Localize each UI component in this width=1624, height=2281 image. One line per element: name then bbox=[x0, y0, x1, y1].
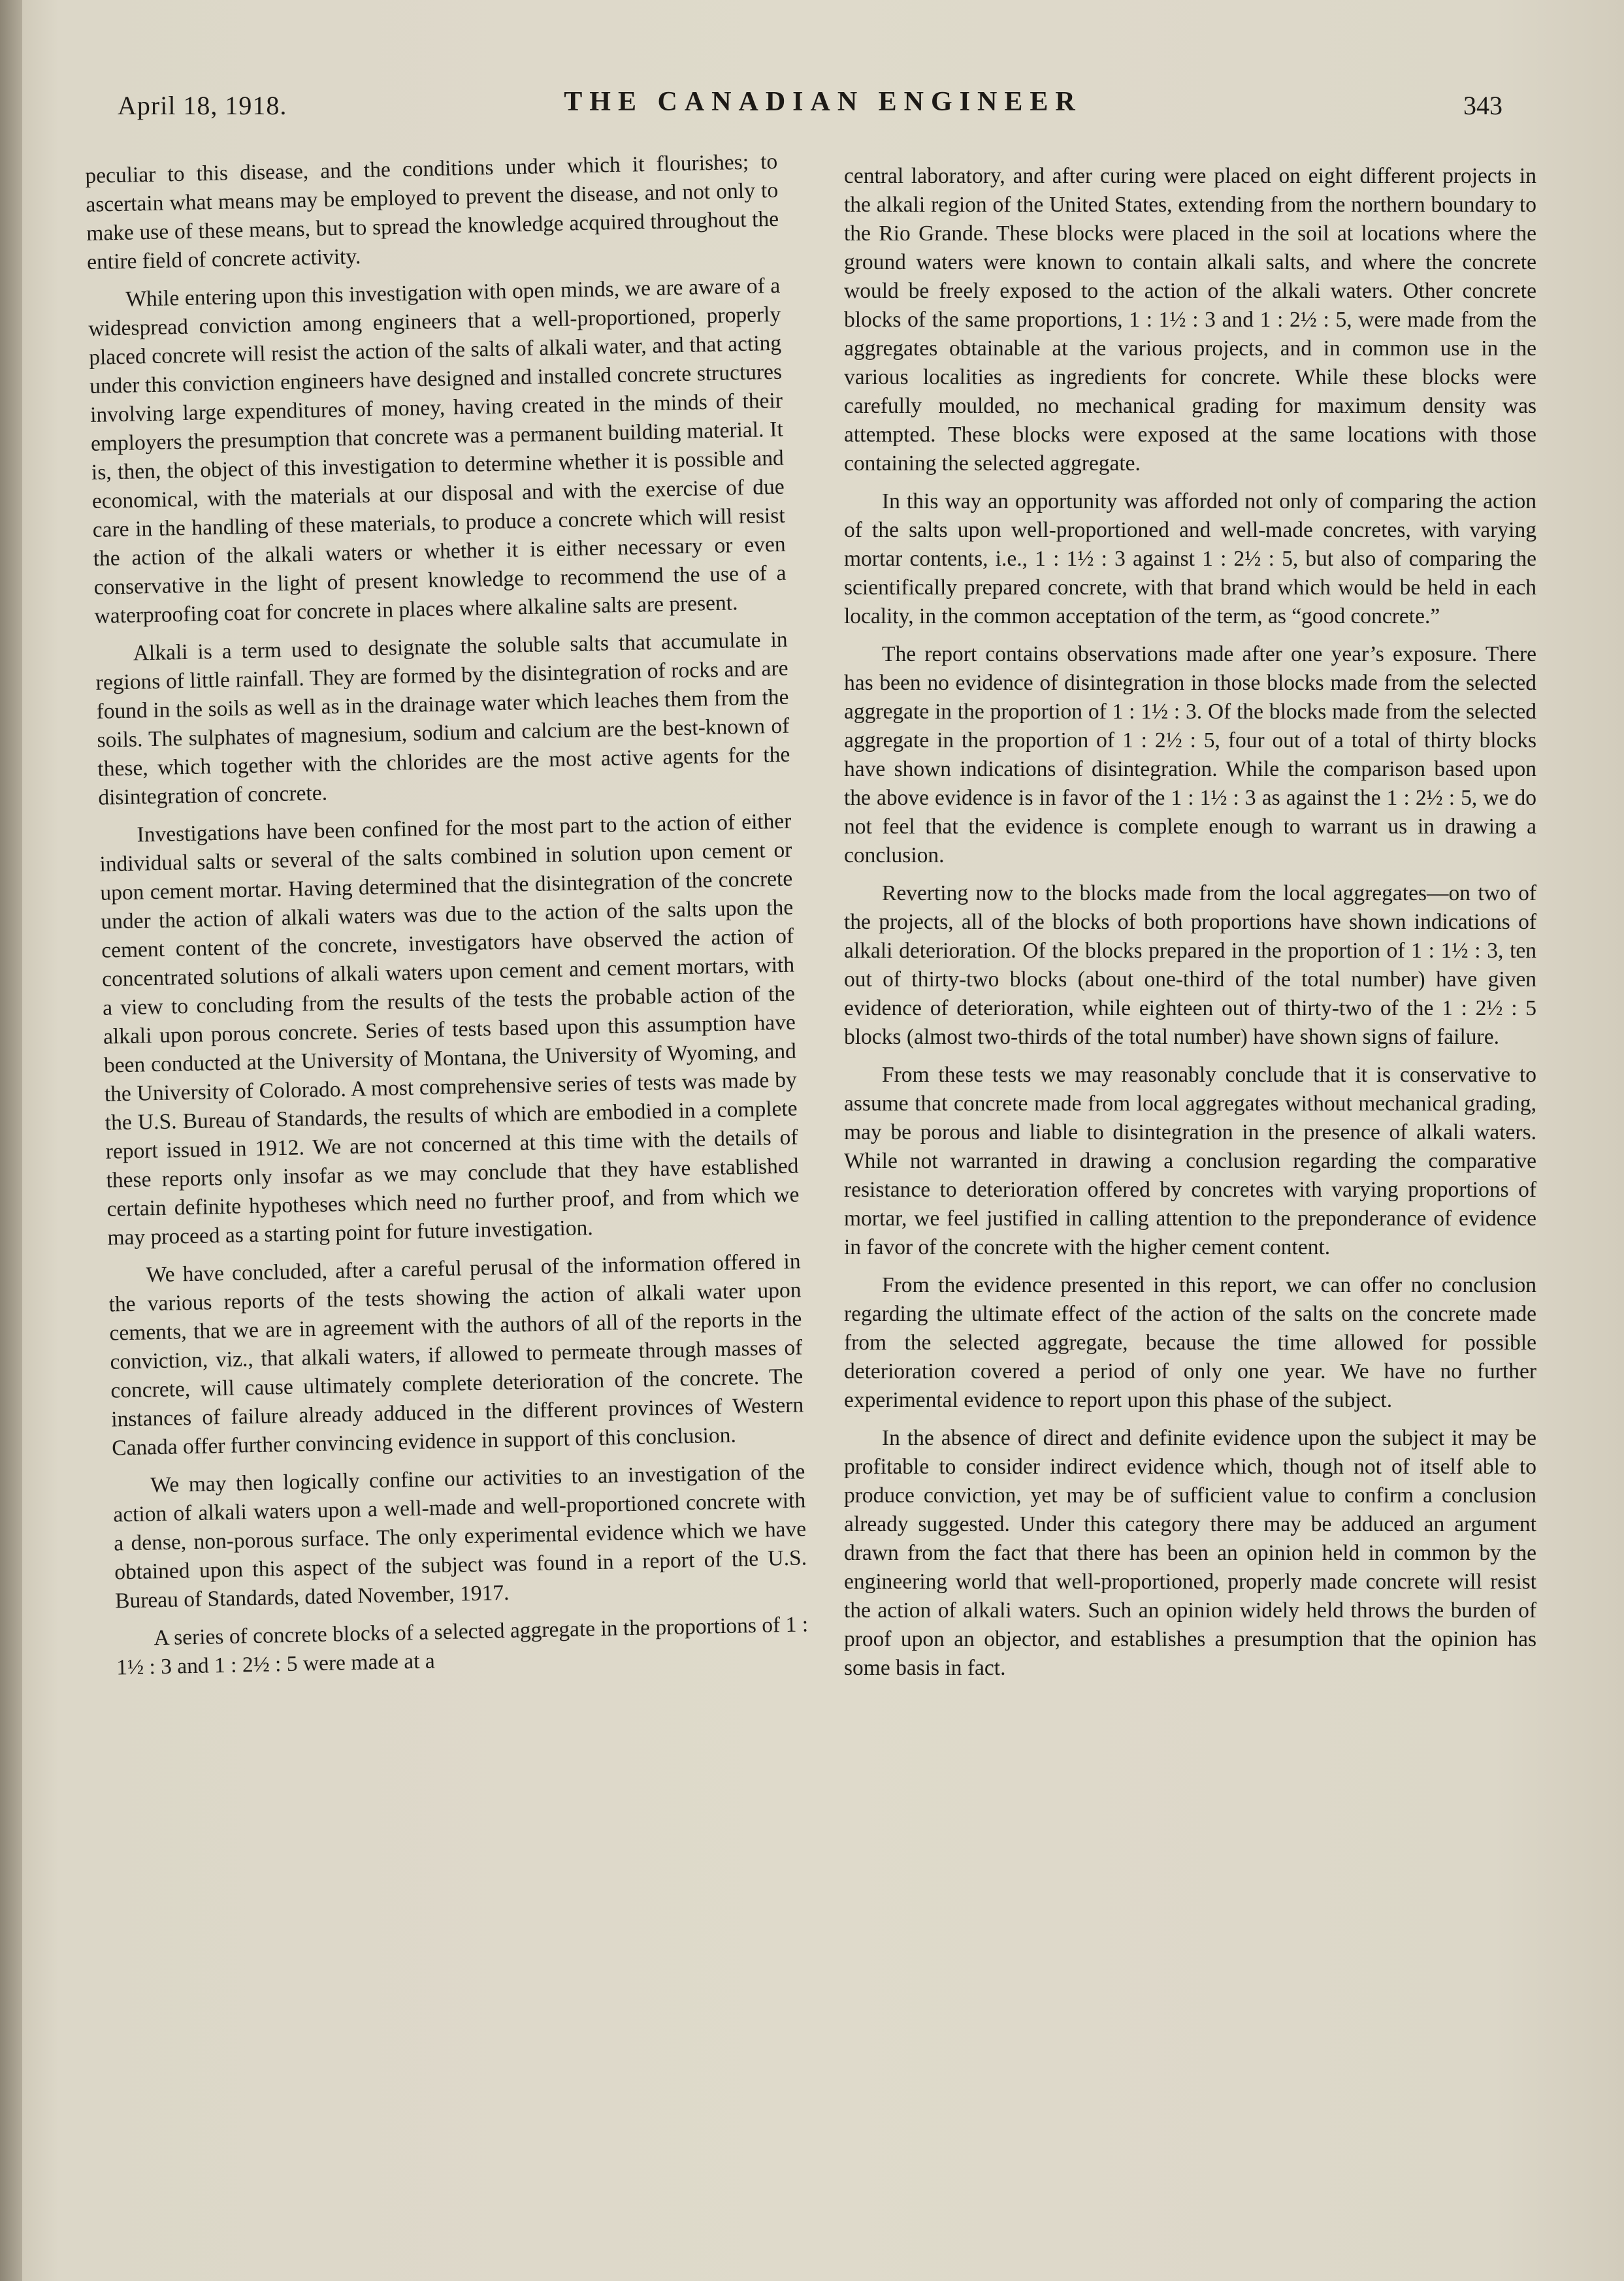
paragraph: central laboratory, and after curing were placed on eight different projects in the alkali region of the United States, extending from the northern boundary to the Rio Grande. These blocks were placed in the soil at locations where the ground waters were known to contain alkali salts, and where the concrete would be freely exposed to the action of the alkali waters. Other concrete blocks of the same proportions, 1 : 1½ : 3 and 1 : 2½ : 5, were made from the aggregates obtainable at the various projects, and in common use in the various localities as ingredients for concrete. While these blocks were carefully moulded, no mechanical grading for maximum density was attempted. These blocks were exposed at the same locations with those containing the selected aggregate. bbox=[844, 164, 1536, 476]
paragraph: In the absence of direct and definite evidence upon the subject it may be profitable to consider indirect evidence which, though not of itself able to produce conviction, yet may be of sufficient value to confirm a conclusion already suggested. Under this category there may be adduced an argument drawn from the fact that there has been an opinion held in common by the engineering world that well-proportioned, properly made concrete will resist the action of alkali waters. Such an opinion widely held throws the burden of proof upon an objector, and establishes a presumption that the opinion has some basis in fact. bbox=[844, 1426, 1536, 1680]
paragraph: From the evidence presented in this report, we can offer no conclusion regarding the ultimate effect of the action of the salts on the concrete made from the selected aggregate, because the time allowed for possible deterioration covered a period of only one year. We have no further experimental evidence to report upon this phase of the subject. bbox=[844, 1273, 1536, 1412]
paragraph: Alkali is a term used to designate the soluble salts that accumulate in regions of little rainfall. They are formed by the disintegration of rocks and are found in the soils as well as in the drainage water which leaches them from the soils. The sulphates of magnesium, sodium and calcium are the best-known of these, which together with the chlorides are the most active agents for the disintegration of concrete. bbox=[95, 627, 790, 810]
paragraph: While entering upon this investigation with open minds, we are aware of a widespread conviction among engineers that a well-proportioned, properly placed concrete will resist the action of the salts of alkali water, and that acting under this conviction engineers have designed and installed concrete structures involving large expenditures of money, having created in the minds of their employers the presumption that concrete was a permanent building material. It is, then, the object of this investigation to determine whether it is possible and economical, with the materials at our disposal and with the exercise of due care in the handling of these materials, to produce a concrete which will resist the action of the alkali waters or whether it is either necessary or even conservative in the light of present knowledge to recommend the use of a waterproofing coat for concrete in places where alkaline salts are present. bbox=[88, 273, 787, 628]
page-number: 343 bbox=[1463, 91, 1502, 120]
paragraph: From these tests we may reasonably conclude that it is conservative to assume that concrete made from local aggregates without mechanical grading, may be porous and liable to disintegration in the presence of alkali waters. While not warranted in drawing a conclusion regarding the comparative resistance to deterioration offered by concretes with varying proportions of mortar, we feel justified in calling attention to the preponderance of evidence in favor of the concrete with the higher cement content. bbox=[844, 1063, 1536, 1259]
paragraph: We have concluded, after a careful perusal of the information offered in the various reports of the tests showing the action of alkali water upon cements, that we are in agreement with the authors of all of the reports in the conviction, viz., that alkali waters, if allowed to permeate through masses of concrete, will cause ultimately complete deterioration of the concrete. The instances of failure already adduced in the different provinces of Western Canada offer further convincing evidence in support of this conclusion. bbox=[108, 1249, 804, 1461]
journal-title: THE CANADIAN ENGINEER bbox=[564, 87, 1082, 117]
paragraph: The report contains observations made after one year’s exposure. There has been no evidence of disintegration in those blocks made from the selected aggregate in the proportion of 1 : 1½ : 3. Of the blocks made from the selected aggregate in the proportion of 1 : 2½ : 5, four out of a total of thirty blocks have shown indications of disintegration. While the comparison based upon the above evidence is in favor of the 1 : 1½ : 3 as against the 1 : 2½ : 5, we do not feel that the evidence is complete enough to warrant us in drawing a conclusion. bbox=[844, 642, 1536, 867]
paragraph: We may then logically confine our activities to an investigation of the action of alkali waters upon a well-made and well-proportioned concrete with a dense, non-porous surface. The only experimental evidence which we have obtained upon this aspect of the subject was found in a report of the U.S. Bureau of Standards, dated November, 1917. bbox=[112, 1459, 807, 1613]
left-column bbox=[85, 148, 809, 1692]
paragraph: Investigations have been confined for the most part to the action of either individual salts or several of the salts combined in solution upon cement or upon cement mortar. Having determined that the disintegration of the concrete under the action of alkali waters was due to the action of the salts upon the cement content of the concrete, investigators have observed the action of concentrated solutions of alkali waters upon cement and cement mortars, with a view to concluding from the results of the tests the probable action of the alkali upon porous concrete. Series of tests based upon this assumption have been conducted at the University of Montana, the University of Wyoming, and the University of Colorado. A most comprehensive series of tests was made by the U.S. Bureau of Standards, the results of which are embodied in a complete report issued in 1912. We are not concerned at this time with the details of these reports only insofar as we may conclude that they have established certain definite hypotheses which need no further proof, and from which we may proceed as a starting point for future investigation. bbox=[99, 809, 800, 1250]
paragraph: peculiar to this disease, and the conditions under which it flourishes; to ascertain what means may be employed to prevent the disease, and not only to make use of these means, but to spread the knowledge acquired throughout the entire field of concrete activity. bbox=[85, 149, 779, 274]
running-header bbox=[118, 86, 1529, 132]
right-column bbox=[844, 162, 1536, 1692]
page-binding-edge bbox=[0, 0, 22, 2281]
paragraph: In this way an opportunity was afforded not only of comparing the action of the salts upon well-proportioned and well-made concretes, with varying mortar contents, i.e., 1 : 1½ : 3 against 1 : 2½ : 5, but also of comparing the scientifically prepared concrete, with that brand which would be held in each locality, in the common acceptation of the term, as “good concrete.” bbox=[844, 489, 1536, 628]
paragraph: A series of concrete blocks of a selected aggregate in the proportions of 1 : 1½ : 3 and 1 : 2½ : 5 were made at a bbox=[116, 1612, 809, 1680]
paragraph: Reverting now to the blocks made from the local aggregates—on two of the projects, all of the blocks of both proportions have shown indications of alkali deterioration. Of the blocks prepared in the proportion of 1 : 1½ : 3, ten out of thirty-two blocks (about one-third of the total number) have given evidence of deterioration, while eighteen out of thirty-two of the 1 : 2½ : 5 blocks (almost two-thirds of the total number) have shown signs of failure. bbox=[844, 881, 1536, 1049]
issue-date: April 18, 1918. bbox=[118, 91, 287, 120]
